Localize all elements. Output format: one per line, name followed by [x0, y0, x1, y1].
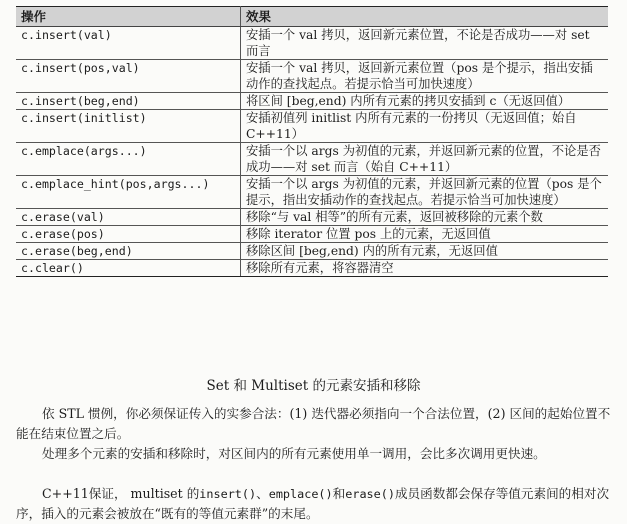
- table-row: [16, 260, 608, 277]
- code-insert: insert(): [199, 487, 257, 501]
- table-row: [16, 243, 608, 260]
- table-row: [16, 209, 608, 226]
- header-operation: 操作: [16, 7, 241, 27]
- table-row: [16, 226, 608, 243]
- effect-cell: 安插初值列 initlist 内所有元素的一份拷贝（无返回值；始自 C++11）: [241, 110, 609, 143]
- effect-cell: 移除所有元素，将容器清空: [241, 260, 609, 277]
- text-segment: 和: [332, 486, 346, 501]
- operation-cell: c.insert(pos,val): [16, 60, 241, 93]
- paragraph-cpp11-guarantee: [16, 484, 614, 524]
- table-row: [16, 93, 608, 110]
- code-erase: erase(): [345, 487, 395, 501]
- operation-cell: c.insert(initlist): [16, 110, 241, 143]
- effect-cell: 移除 iterator 位置 pos 上的元素，无返回值: [241, 226, 609, 243]
- operation-cell: c.emplace_hint(pos,args...): [16, 176, 241, 209]
- text-segment: 成员函数都会保存等值元素间的相对次序，插入的元素会被放在“既有的等值元素群”的末尾。: [16, 486, 610, 521]
- operation-cell: c.erase(pos): [16, 226, 241, 243]
- text-segment: 、: [256, 486, 269, 501]
- paragraph-argument-validity: 依 STL 惯例，你必须保证传入的实参合法：(1) 迭代器必须指向一个合法位置，(2) 区间的起始位置不能在结束位置之后。: [16, 406, 611, 441]
- operation-cell: c.insert(val): [16, 27, 241, 60]
- effect-cell: 移除区间 [beg,end) 内的所有元素，无返回值: [241, 243, 609, 260]
- effect-cell: 安插一个以 args 为初值的元素，并返回新元素的位置，不论是否成功——对 set 而言（始自 C++11）: [241, 143, 609, 176]
- effect-cell: 安插一个 val 拷贝，返回新元素位置（pos 是个提示，指出安插动作的查找起点。若提示恰当可加快速度）: [241, 60, 609, 93]
- operations-table: [16, 6, 608, 277]
- table-row: [16, 27, 608, 60]
- paragraph-range-performance: 处理多个元素的安插和移除时，对区间内的所有元素使用单一调用，会比多次调用更快速。: [42, 446, 546, 461]
- effect-cell: 移除“与 val 相等”的所有元素，返回被移除的元素个数: [241, 209, 609, 226]
- effect-cell: 安插一个以 args 为初值的元素，并返回新元素的位置（pos 是个提示，指出安插动作的查找起点。若提示恰当可加快速度）: [241, 176, 609, 209]
- operation-cell: c.clear(): [16, 260, 241, 277]
- text-segment: C++11保证， multiset 的: [42, 486, 200, 501]
- table-row: [16, 60, 608, 93]
- operation-cell: c.emplace(args...): [16, 143, 241, 176]
- effect-cell: 将区间 [beg,end) 内所有元素的拷贝安插到 c（无返回值）: [241, 93, 609, 110]
- table-header-row: [16, 7, 608, 27]
- table-row: [16, 143, 608, 176]
- code-emplace: emplace(): [268, 487, 333, 501]
- table-row: [16, 110, 608, 143]
- table-row: [16, 176, 608, 209]
- header-effect: 效果: [241, 7, 609, 27]
- operation-cell: c.erase(beg,end): [16, 243, 241, 260]
- effect-cell: 安插一个 val 拷贝，返回新元素位置，不论是否成功——对 set 而言: [241, 27, 609, 60]
- operation-cell: c.insert(beg,end): [16, 93, 241, 110]
- operation-cell: c.erase(val): [16, 209, 241, 226]
- table-caption: Set 和 Multiset 的元素安插和移除: [206, 378, 421, 394]
